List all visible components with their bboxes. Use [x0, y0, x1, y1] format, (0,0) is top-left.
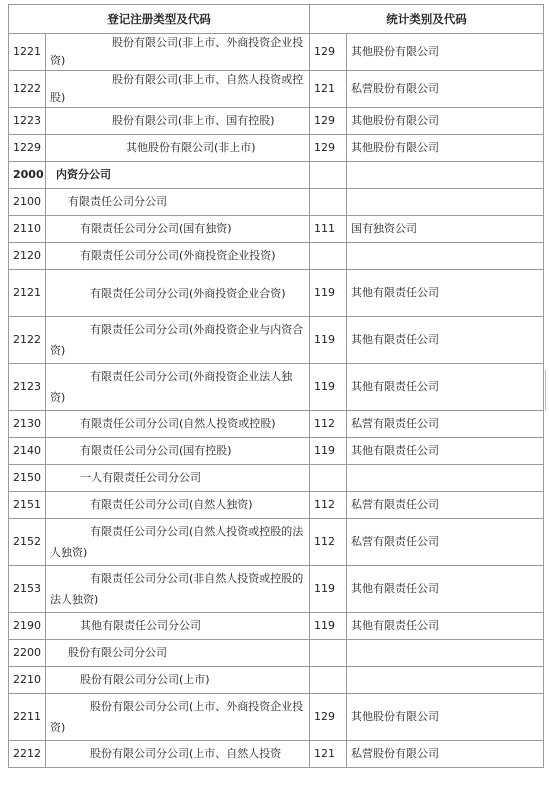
statistical-category-name: 其他有限责任公司: [347, 438, 544, 465]
table-row: [9, 216, 544, 243]
registration-type-text: 有限责任公司分公司(国有控股): [80, 444, 232, 457]
registration-type-text: 有限责任公司分公司: [68, 195, 167, 208]
statistical-code: 112: [310, 411, 347, 438]
statistical-category-name: 其他有限责任公司: [347, 566, 544, 613]
statistical-category-name: 私营有限责任公司: [347, 519, 544, 566]
table-row: [9, 364, 544, 411]
table-header-row: [9, 5, 544, 34]
registration-type-text: 有限责任公司分公司(自然人投资或控股): [80, 417, 276, 430]
registration-type-text: 股份有限公司分公司(上市、外商投资企业投资): [50, 700, 304, 734]
statistical-category-name: 其他有限责任公司: [347, 364, 544, 411]
statistical-code: [310, 640, 347, 667]
registration-type-name: [46, 243, 310, 270]
registration-code: 2212: [9, 741, 46, 768]
statistical-code: 112: [310, 519, 347, 566]
table-row: [9, 741, 544, 768]
statistical-category-name: 其他有限责任公司: [347, 613, 544, 640]
table-row: [9, 243, 544, 270]
table-row: [9, 317, 544, 364]
registration-type-name: [46, 135, 310, 162]
registration-code: 2130: [9, 411, 46, 438]
table-row: [9, 519, 544, 566]
registration-type-text: 股份有限公司(非上市、国有控股): [112, 114, 275, 127]
statistical-code: 129: [310, 108, 347, 135]
registration-code: 2140: [9, 438, 46, 465]
table-row: [9, 438, 544, 465]
registration-type-name: [46, 162, 310, 189]
registration-code: 1223: [9, 108, 46, 135]
registration-type-text: 其他股份有限公司(非上市): [126, 141, 256, 154]
statistical-code: 119: [310, 566, 347, 613]
registration-code-table: [8, 4, 544, 768]
registration-code: 2200: [9, 640, 46, 667]
table-row: [9, 34, 544, 71]
statistical-category-name: [347, 640, 544, 667]
registration-code: 2190: [9, 613, 46, 640]
registration-type-name: [46, 317, 310, 364]
table-row: [9, 189, 544, 216]
statistical-category-name: 私营有限责任公司: [347, 411, 544, 438]
statistical-code: 129: [310, 694, 347, 741]
statistical-code: [310, 667, 347, 694]
registration-type-name: [46, 108, 310, 135]
registration-code: 2000: [9, 162, 46, 189]
table-row: [9, 411, 544, 438]
registration-type-text: 有限责任公司分公司(非自然人投资或控股的法人独资): [50, 572, 304, 606]
statistical-category-name: 私营股份有限公司: [347, 71, 544, 108]
table-row: [9, 162, 544, 189]
statistical-code: 119: [310, 270, 347, 317]
registration-type-name: [46, 364, 310, 411]
statistical-category-name: 其他股份有限公司: [347, 135, 544, 162]
header-registration-type: 登记注册类型及代码: [9, 5, 310, 34]
registration-code: 2122: [9, 317, 46, 364]
registration-type-text: 一人有限责任公司分公司: [80, 471, 201, 484]
statistical-category-name: 其他有限责任公司: [347, 317, 544, 364]
registration-type-text: 股份有限公司分公司(上市、自然人投资: [90, 747, 282, 760]
statistical-code: [310, 189, 347, 216]
registration-type-name: [46, 741, 310, 768]
registration-type-name: [46, 492, 310, 519]
statistical-code: 129: [310, 135, 347, 162]
statistical-category-name: 国有独资公司: [347, 216, 544, 243]
statistical-code: 119: [310, 364, 347, 411]
registration-type-text: 有限责任公司分公司(国有独资): [80, 222, 232, 235]
statistical-category-name: [347, 465, 544, 492]
statistical-category-name: 其他股份有限公司: [347, 108, 544, 135]
registration-type-text: 内资分公司: [56, 168, 111, 181]
registration-code: 2110: [9, 216, 46, 243]
table-row: [9, 135, 544, 162]
header-statistical-category: 统计类别及代码: [310, 5, 544, 34]
statistical-code: [310, 465, 347, 492]
registration-type-name: [46, 411, 310, 438]
table-row: [9, 640, 544, 667]
registration-type-name: [46, 566, 310, 613]
registration-type-name: [46, 465, 310, 492]
statistical-code: 111: [310, 216, 347, 243]
registration-code: 1229: [9, 135, 46, 162]
registration-type-name: [46, 667, 310, 694]
registration-type-text: 其他有限责任公司分公司: [80, 619, 201, 632]
statistical-code: [310, 162, 347, 189]
page-edge-divider: [545, 370, 549, 410]
registration-type-text: 股份有限公司(非上市、自然人投资或控股): [50, 73, 304, 104]
registration-code: 2150: [9, 465, 46, 492]
table-row: [9, 108, 544, 135]
statistical-category-name: [347, 189, 544, 216]
registration-type-text: 有限责任公司分公司(外商投资企业与内资合资): [50, 323, 304, 357]
registration-type-name: [46, 216, 310, 243]
table-row: [9, 694, 544, 741]
registration-type-name: [46, 613, 310, 640]
statistical-category-name: 其他有限责任公司: [347, 270, 544, 317]
registration-type-name: [46, 640, 310, 667]
registration-type-text: 有限责任公司分公司(自然人投资或控股的法人独资): [50, 525, 304, 559]
registration-type-name: [46, 34, 310, 71]
registration-code-document: [8, 4, 544, 787]
registration-code: 2151: [9, 492, 46, 519]
registration-type-text: 有限责任公司分公司(自然人独资): [90, 498, 253, 511]
registration-code: 2210: [9, 667, 46, 694]
statistical-category-name: 私营股份有限公司: [347, 741, 544, 768]
registration-type-name: [46, 694, 310, 741]
statistical-code: 121: [310, 741, 347, 768]
statistical-code: 121: [310, 71, 347, 108]
registration-type-name: [46, 270, 310, 317]
statistical-code: [310, 243, 347, 270]
registration-code: 2123: [9, 364, 46, 411]
statistical-category-name: [347, 243, 544, 270]
registration-code: 1221: [9, 34, 46, 71]
table-row: [9, 465, 544, 492]
table-row: [9, 613, 544, 640]
registration-code: 2211: [9, 694, 46, 741]
registration-type-name: [46, 71, 310, 108]
registration-code: 1222: [9, 71, 46, 108]
registration-type-text: 股份有限公司分公司(上市): [80, 673, 210, 686]
statistical-code: 112: [310, 492, 347, 519]
statistical-code: 119: [310, 317, 347, 364]
statistical-category-name: [347, 667, 544, 694]
registration-type-name: [46, 189, 310, 216]
table-row: [9, 492, 544, 519]
registration-type-text: 有限责任公司分公司(外商投资企业合资): [90, 286, 286, 300]
statistical-category-name: 私营有限责任公司: [347, 492, 544, 519]
table-row: [9, 667, 544, 694]
registration-type-name: [46, 438, 310, 465]
statistical-code: 129: [310, 34, 347, 71]
table-row: [9, 566, 544, 613]
registration-code: 2153: [9, 566, 46, 613]
registration-code: 2120: [9, 243, 46, 270]
table-row: [9, 71, 544, 108]
registration-code: 2100: [9, 189, 46, 216]
statistical-category-name: 其他股份有限公司: [347, 34, 544, 71]
statistical-category-name: 其他股份有限公司: [347, 694, 544, 741]
registration-type-text: 股份有限公司(非上市、外商投资企业投资): [50, 36, 304, 67]
registration-type-text: 股份有限公司分公司: [68, 646, 167, 659]
registration-type-name: [46, 519, 310, 566]
statistical-code: 119: [310, 438, 347, 465]
registration-type-text: 有限责任公司分公司(外商投资企业投资): [80, 249, 276, 262]
table-row: [9, 270, 544, 317]
statistical-category-name: [347, 162, 544, 189]
registration-code: 2121: [9, 270, 46, 317]
registration-code: 2152: [9, 519, 46, 566]
statistical-code: 119: [310, 613, 347, 640]
registration-type-text: 有限责任公司分公司(外商投资企业法人独资): [50, 370, 293, 404]
